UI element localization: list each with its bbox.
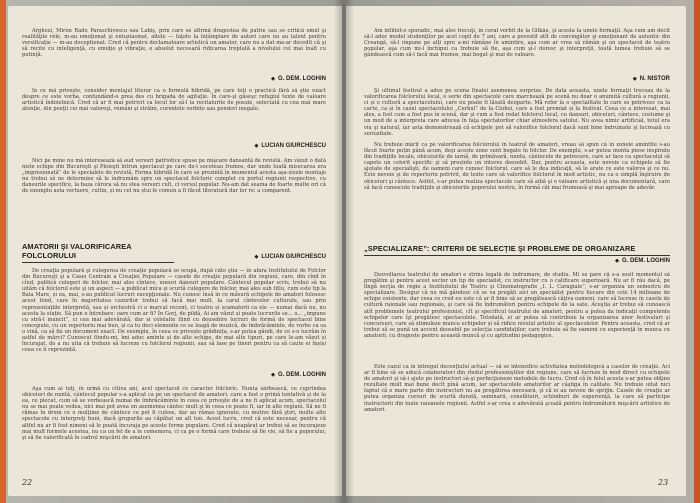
right-paragraph-3: Nu trebuie mărit ca pe valorificarea folclorului în teatrul de amatori, vreau să spun că în zonele amintite s-au făcut foarte puțin până acum, deşi aceste zone sunt bogate în folclor. De exemplu, s-ar putea monta piese inspirate din tradiţiile locale, obiceiurile de iarnă, de primăvară, nunta, cântecele de petrecere, care ar face ca spectacolul să capete un colorit specific şi să prezinte un interes deosebit. Dar, pentru aceasta, este nevoie ca echipele să fie ajutate de specialişti, de oameni care cunosc folclorul, care să le dea indicaţii, să le arate ce este valoros şi ce nu. Este nevoie şi de repertoriu potrivit, de texte care să valorifice folclorul în mod artistic, nu ca o simplă înşiruire de obiceiuri şi cântece. Astfel, s-ar putea realiza spectacole care să aibă şi o valoare artistică şi una documentară, care să facă cunoscute tradiţiile şi obiceiurile poporului nostru, în formă cât mai frumoasă şi mai aproape de adevăr.	[364, 142, 670, 191]
left-byline-3	[158, 254, 326, 260]
right-intro-paragraph: Am întîlnit-o sporadic, mai ales trecuţi, în coral vorbit de la Gilkău, şi acesta la unele formaţii. Aşa cum am decît să-l adoc model studenţilor pe acel copil de 7 ani, care a povestit atît de convingător şi emoţionant de autentic din Creangă, să-l impune pe alţi spre a-mi rămâne în amintire, aşa cum ar vrea să rămân şi un spectacol de teatru popular, aşa cum mi-l închipui ca trebuie să fie, aşa cum şi-l doresc şi interpreţii, toată lumea trebuie să se gândească cum să-l facă mai frumos, mai bogat şi mai de valoare.	[364, 28, 670, 59]
left-byline-2	[158, 143, 326, 149]
right-paragraph-4: Dezvoltarea teatrului de amatori e strîns legată de îndrumare, de studiu. Mi se pare că s-a sosit momentul să pregătim şi pentru acest sector un tip de specialist, cu instructor cu o calificare superioară. Nu ar fi rău dacă, pe lîngă secţia de regie a Institutului de Teatru şi Cinematografie „I. L. Caragiale”, s-ar organiza un semestru de specializare. Desigur că nu mă gândesc că se va pregăti aici un specialist pentru fiecare din cele 14 milioane de echipe existente, dar ceea ce cred eu este că ar fi bine să se pregătească câţiva oameni, care să lucreze în casele de cultură raionale sau regionale, şi care să fie îndrumători pentru echipele de la sate. Aceştia ar trebui să cunoască atît problemele teatrului profesionist, cît şi specificul teatrului de amatori, pentru a putea da indicaţii competente echipelor care îşi pregătesc spectacolele. Totodată, ei ar putea să contribuie la organizarea unor festivaluri şi concursuri, care să stimuleze munca echipelor şi să ridice nivelul artistic al spectacolelor. Pentru aceasta, cred că ar trebui să se pună un accent deosebit pe selecţia candidaţilor, care trebuie să fie oameni cu experienţă în munca cu amatorii, cu dragoste pentru această muncă şi cu aptitudini pedagogice.	[364, 272, 670, 339]
right-cover-edge	[694, 0, 700, 503]
diamond-icon: ◆	[271, 76, 275, 82]
right-page-number: 23	[658, 478, 669, 487]
left-page	[8, 6, 342, 496]
diamond-icon: ◆	[632, 76, 637, 82]
left-byline-1-text: G. DEM. LOGHIN	[278, 76, 326, 82]
left-byline-4-text: G. DEM. LOGHIN	[278, 372, 326, 378]
diamond-icon: ◆	[254, 254, 259, 260]
right-byline-2	[496, 258, 670, 264]
diamond-icon: ◆	[615, 258, 619, 264]
left-paragraph-4: De creaţia populară şi culegerea de creaţie populară se ocupă, după câte ştiu — în afara Institutului de Folclor din Bucureşti şi a Casei Centrale a Creaţiei Populare — casele de creaţie populară din regiuni, care, din cînd în cînd, publică culegeri de folclor, mai ales cîntece, uneori dansuri populare. Cântecul popular scris, trebui să nu uităm că folclorul este şi un aspect — a publicat mica și scurtă culegere de folclor, mai ales sub titlu, cum este tip la Baia Mare, și ea, mai, s-au publicat lucruri excepţionale. Nu cunosc însă in ce măsură echipele de amatori folosesc acest fond, care în majoritatea cazurilor trebui să facă mai mult, la carul cîntecelor culturale, sau prin reprezentaţiile interpretă, sau și orchestră ci o marcat recent, ci teatru și scamatorii ca ele — numai dacă nu, nu acesta la stație. Să pun o întrebare: oare cum ar fi? În Gorj, de pildă, Ai am văzut și poate lucrurile se... o... „impune cu stră-l muncit”, ci cea mai adevărată, dar și celelalte fiind cu deosebire lucruri de formă de spectacol bine concepute, cu un repertoriu mai bun, și ca tu deci elemente ce se leagă de muzică, de îmbrăcăminte, de vorbe ca sa o vină, ca să fie un document exact. De exemplu, în ceea ce privește grădinița, s-ar putea gândi, de ce s-o lucrăm în astfel de mărci? Cunoscut fiindu-mi, îmi aduc aminte și de alte echipe, de mai alte tipuri, pe care le-am văzut și încurajat, de a nu uita că trebuie să lucreze cu folclorul regiunii, sau să lase pe tineri pentru ca să caute ei înșiși ceea ce îi reprezintă.	[22, 268, 326, 354]
left-cover-edge	[0, 0, 6, 503]
left-byline-2-text: LUCIAN GIURCHESCU	[261, 143, 326, 149]
right-page	[346, 6, 686, 496]
right-paragraph-2: Şi ultimul festival a adus pe scena finalei asemenea surprize. De data aceasta, unele formaţii treceau de la valorificarea folclorului local, o serie din spectacole care marchează pe scenă nu doar o anumită cultură a regiunii, ci și o cultură a spectacolului, care nu poate fi lăsată deoparte. Mă refer la o specialitate în care se potrivesc ca la carte, ca și în cazul spectacolului „Cerbul” de la Ciuhoi, care a fost premiat și la festival. Ceea ce a interesat, mai ales, a fost cum a fost pus în scenă, dar şi cum a fost redat folclorul local, cu dansuri, obiceiuri, cântece, costume şi un mod de a interpreta care aducea în faţa spectatorilor chiar atmosfera satului. Nu avea nimic artificial, totul era viu şi natural, iar asta demonstrează că echipele pot să valorifice folclorul dacă sunt bine îndrumate şi lucrează cu seriozitate.	[364, 88, 670, 137]
left-byline-4	[158, 372, 326, 378]
left-paragraph-3: Nici pe mine nu mă interesează să aud versuri patriotice spuse pe mişcare dansantă de revistă. Am văzut o dată niste echipe din Bucureşti şi Ploieşti întrun spectacol pe care de-l socoteau frumos, dar unde toată misecarea era „impresionată” de le specialele de revistă. Forma hibridă în care se prezintă în momentul acesta aşa-zisele montaje nu trebui să ne determine să le îndrumăm spre un spectacol folcloric complet cu portul regiunii respective, cu dansurile specifice, la baza cărora să nu stea versuri cult, ci versul popular. Nu-am dat seama de foarte multe ori că de exemplu asta vertuere, cultin, și nu cel nu ștui le comun a fi făcut literatură dar lor re: a comparent.	[22, 158, 326, 195]
left-byline-1	[158, 76, 326, 82]
right-paragraph-5: Este cazul ca în întregul decenţiului actual — să se intensifice activitatea metodologică a caselor de creaţie. Aci ar fi bine să se aducă colaboratori din rîndul profesioniştilor din regiune, care să lucreze în mod direct cu echipele de amatori şi să-i ajute pe instructori să-şi perfecţioneze metodele de lucru. Cred că în felul acesta s-ar putea obţine rezultate mult mai bune decît pînă acum, iar spectacolele amatorilor ar câştiga în calitate. Nu trebuie uitat nici faptul că o mare parte din instructori nu au pregătirea necesară, şi că ei au nevoie de sprijin. Casele de creaţie ar putea organiza cursuri de scurtă durată, seminarii, consfătuiri, schimburi de experienţă, la care să participe instructorii din toate raioanele regiunii. Astfel s-ar crea o adevărată şcoală pentru îndrumătorii mişcării artistice de amatori.	[364, 364, 670, 413]
left-page-number: 22	[22, 478, 33, 487]
left-paragraph-5: Aşa cum ai toţi, în urmă cu citiva ani, acel spectacol ce caracter folcloric. Nunta sârbească, ce cuprindea obiceiuri de nuntă, cântecul popular s-a aplicat ca pe un spectacol de amatori, care a fost o primă tentativă și de la ea, ce plecat, cum să se vorbească numai de îmbrăcăminte în ceea ce priveşte de a ne fi aplicat acum, spectacolul nu se mai poate vedea, nici mai pot avea un asemenea cântec mult şi în ceea ce poate fi, iar în alte regiuni. Să ne fi rămas în drum ce o mulţime de cântece ce pot fi culese, dar au rămas ignorate, cu motive fără ştiri, multe alte spectacole cu interpreţi buni, dacă grupurile au căpătat un alt ton. Acest lucru, cred că este necesar, pentru că altfel nu ar fi fost nimeni să le poată încuraja pe aceste forme populare. Cred că neapărat ar trebui să se încurajeze mai mult formele acestea, nu ca un fel de a le comemora, ci ca pe o formă care trebuie să fie vie, să fie a poporului, şi să fie valorificată în cadrul mişcării de amatori.	[22, 386, 326, 441]
left-section-heading: AMATORII ŞI VALORIFICAREA FOLCLORULUI	[22, 242, 174, 263]
left-byline-3-text: LUCIAN GIURCHESCU	[261, 254, 326, 260]
right-byline-2-text: G. DEM. LOGHIN	[622, 258, 670, 264]
right-section-heading: „SPECIALIZARE”: CRITERII DE SELECŢIE ŞI PROBLEME DE ORGANIZARE	[364, 244, 670, 256]
left-paragraph-2: În ce mă priveşte, consider montajul literar ca o formulă hibridă, pe care toţi o practică fără să ştie exact despre ce este vorba, confundând-o prea des cu brigada de agitaţie. În care-şi găseşc refugiul texte de valoare artistică îndoielnică. Cred că ar fi mai potrivit ca locul lor să-l ia recitalurile de poezie, selectată cu cea mai mare atenţie, din poeţii cei mai valoroşi, români şi străini, curentele vorbite sau ponderi inegale.	[22, 88, 326, 113]
right-byline-1-text: N. NISTOR	[639, 76, 670, 82]
right-byline-1	[496, 76, 670, 82]
left-intro-paragraph: Arghezi, Miron Radu Paraschivescu sau Labiş, prin care se afirmă dragostea de patrie sau se critică omul şi realităţile rele, m-au emoţionat şi entuziasmat, altele — faţete la întâmplare de autori care nu au talent pentru versificaţie — m-au deceptionat. Cred că pentru declamatoare artistică un amator, care nu a dat ma-ar decedit că şi să recite cu inteligenţă, cu emoţie şi vibraţie, e absolut necesară ridicarea treptată a nivelului cel mai înalt cu putinţă.	[22, 28, 326, 59]
diamond-icon: ◆	[271, 372, 275, 378]
diamond-icon: ◆	[254, 143, 259, 149]
